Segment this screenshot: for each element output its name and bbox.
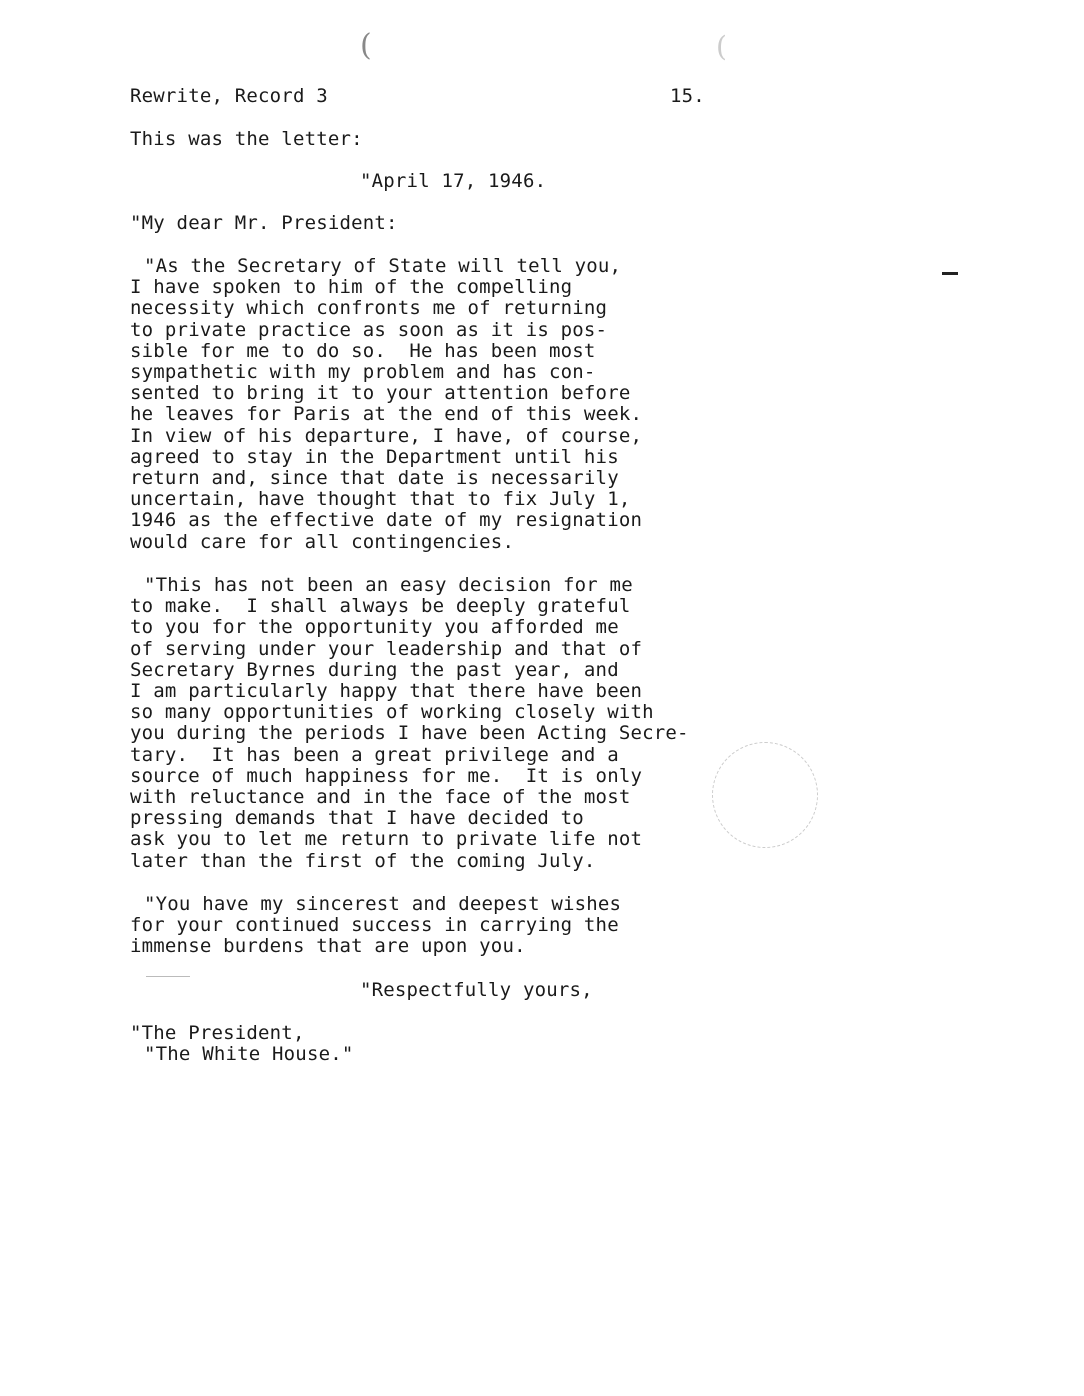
paragraph-1-line: return and, since that date is necessarily	[130, 467, 619, 490]
top-left-mark: (	[360, 28, 372, 63]
closing: "Respectfully yours,	[360, 979, 593, 1001]
paragraph-2-line: Secretary Byrnes during the past year, and	[130, 658, 619, 681]
addressee-line-2: "The White House."	[144, 1043, 354, 1065]
paragraph-1-line: In view of his departure, I have, of course,	[130, 424, 643, 447]
margin-dash	[942, 272, 958, 275]
paragraph-2	[130, 575, 689, 872]
paragraph-1-line: would care for all contingencies.	[130, 530, 515, 553]
paragraph-2-line: ask you to let me return to private life not	[130, 828, 643, 851]
paragraph-2-line: tary. It has been a great privilege and a	[130, 743, 619, 766]
paragraph-3	[130, 894, 621, 958]
paragraph-3-line: "You have my sincerest and deepest wishes	[144, 893, 622, 915]
paragraph-1-line: he leaves for Paris at the end of this week.	[130, 403, 643, 426]
paragraph-1-line: to private practice as soon as it is pos-	[130, 318, 608, 341]
paragraph-2-line: I am particularly happy that there have been	[130, 680, 643, 703]
paragraph-2-line: later than the first of the coming July.	[130, 849, 596, 872]
paragraph-2-line: to make. I shall always be deeply grateful	[130, 595, 631, 618]
paragraph-1-line: necessity which confronts me of returning	[130, 297, 608, 320]
paragraph-2-line: "This has not been an easy decision for me	[144, 574, 633, 596]
paragraph-2-line: with reluctance and in the face of the most	[130, 786, 631, 809]
page-number: 15.	[670, 85, 705, 107]
paragraph-3-line: immense burdens that are upon you.	[130, 935, 526, 958]
header-left: Rewrite, Record 3	[130, 85, 328, 107]
paragraph-1-line: 1946 as the effective date of my resignation	[130, 509, 643, 532]
paragraph-2-line: you during the periods I have been Acting Secre-	[130, 722, 689, 745]
paragraph-1-line: uncertain, have thought that to fix July 1,	[130, 488, 631, 511]
paragraph-1	[130, 256, 642, 553]
intro-text: This was the letter:	[130, 128, 363, 150]
paragraph-2-line: to you for the opportunity you afforded me	[130, 616, 619, 639]
paragraph-1-line: sible for me to do so. He has been most	[130, 339, 596, 362]
paragraph-1-line: sympathetic with my problem and has con-	[130, 361, 596, 384]
paragraph-2-line: source of much happiness for me. It is only	[130, 764, 643, 787]
paragraph-1-line: sented to bring it to your attention before	[130, 382, 631, 405]
top-right-mark: (	[716, 30, 727, 63]
faint-stamp	[712, 742, 818, 848]
paragraph-1-line: "As the Secretary of State will tell you,	[144, 255, 622, 277]
addressee-line-1: "The President,	[130, 1022, 305, 1044]
paragraph-2-line: of serving under your leadership and that of	[130, 637, 643, 660]
paragraph-2-line: so many opportunities of working closely with	[130, 701, 654, 724]
paragraph-1-line: agreed to stay in the Department until his	[130, 445, 619, 468]
paragraph-3-line: for your continued success in carrying the	[130, 914, 619, 937]
salutation: "My dear Mr. President:	[130, 212, 398, 234]
paragraph-1-line: I have spoken to him of the compelling	[130, 276, 573, 299]
faint-mark	[146, 976, 190, 977]
paragraph-2-line: pressing demands that I have decided to	[130, 807, 584, 830]
letter-date: "April 17, 1946.	[360, 170, 547, 192]
